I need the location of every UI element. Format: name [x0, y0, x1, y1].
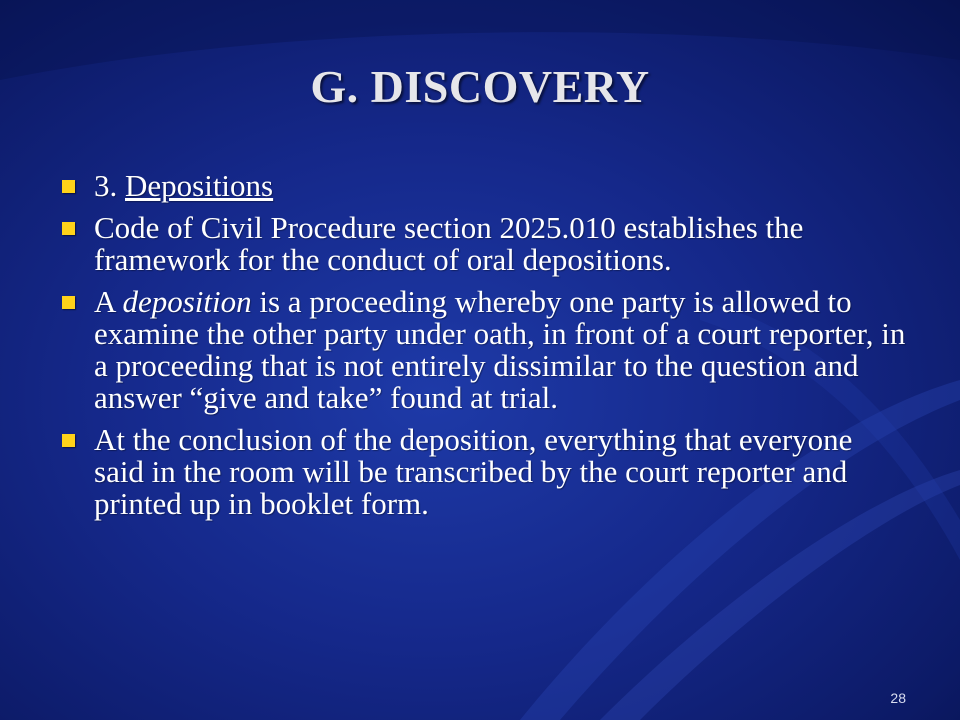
bullet-text: Code of Civil Procedure section 2025.010 establishes the framework for the conduct of oral depositions. — [94, 210, 804, 277]
bullet-prefix: 3. — [94, 168, 125, 203]
bullet-item-code-section — [60, 212, 910, 276]
square-bullet-icon — [62, 296, 75, 309]
bullet-text: At the conclusion of the deposition, everything that everyone said in the room will be transcribed by the court reporter and printed up in booklet form. — [94, 422, 853, 521]
bullet-item-definition — [60, 286, 910, 414]
section-heading: Depositions — [125, 168, 274, 203]
bullet-list — [60, 170, 910, 530]
slide-title: G. DISCOVERY — [310, 61, 650, 112]
square-bullet-icon — [62, 434, 75, 447]
bullet-text: is a proceeding whereby one party is allowed to examine the other party under oath, in front of a court reporter, in a proceeding that is not entirely dissimilar to the question and answer “give and take” found at trial. — [94, 284, 906, 415]
page-number: 28 — [890, 690, 906, 706]
square-bullet-icon — [62, 180, 75, 193]
bullet-prefix: A — [94, 284, 123, 319]
bullet-item-transcription — [60, 424, 910, 520]
bullet-item-depositions — [60, 170, 910, 202]
square-bullet-icon — [62, 222, 75, 235]
defined-term: deposition — [122, 284, 252, 319]
